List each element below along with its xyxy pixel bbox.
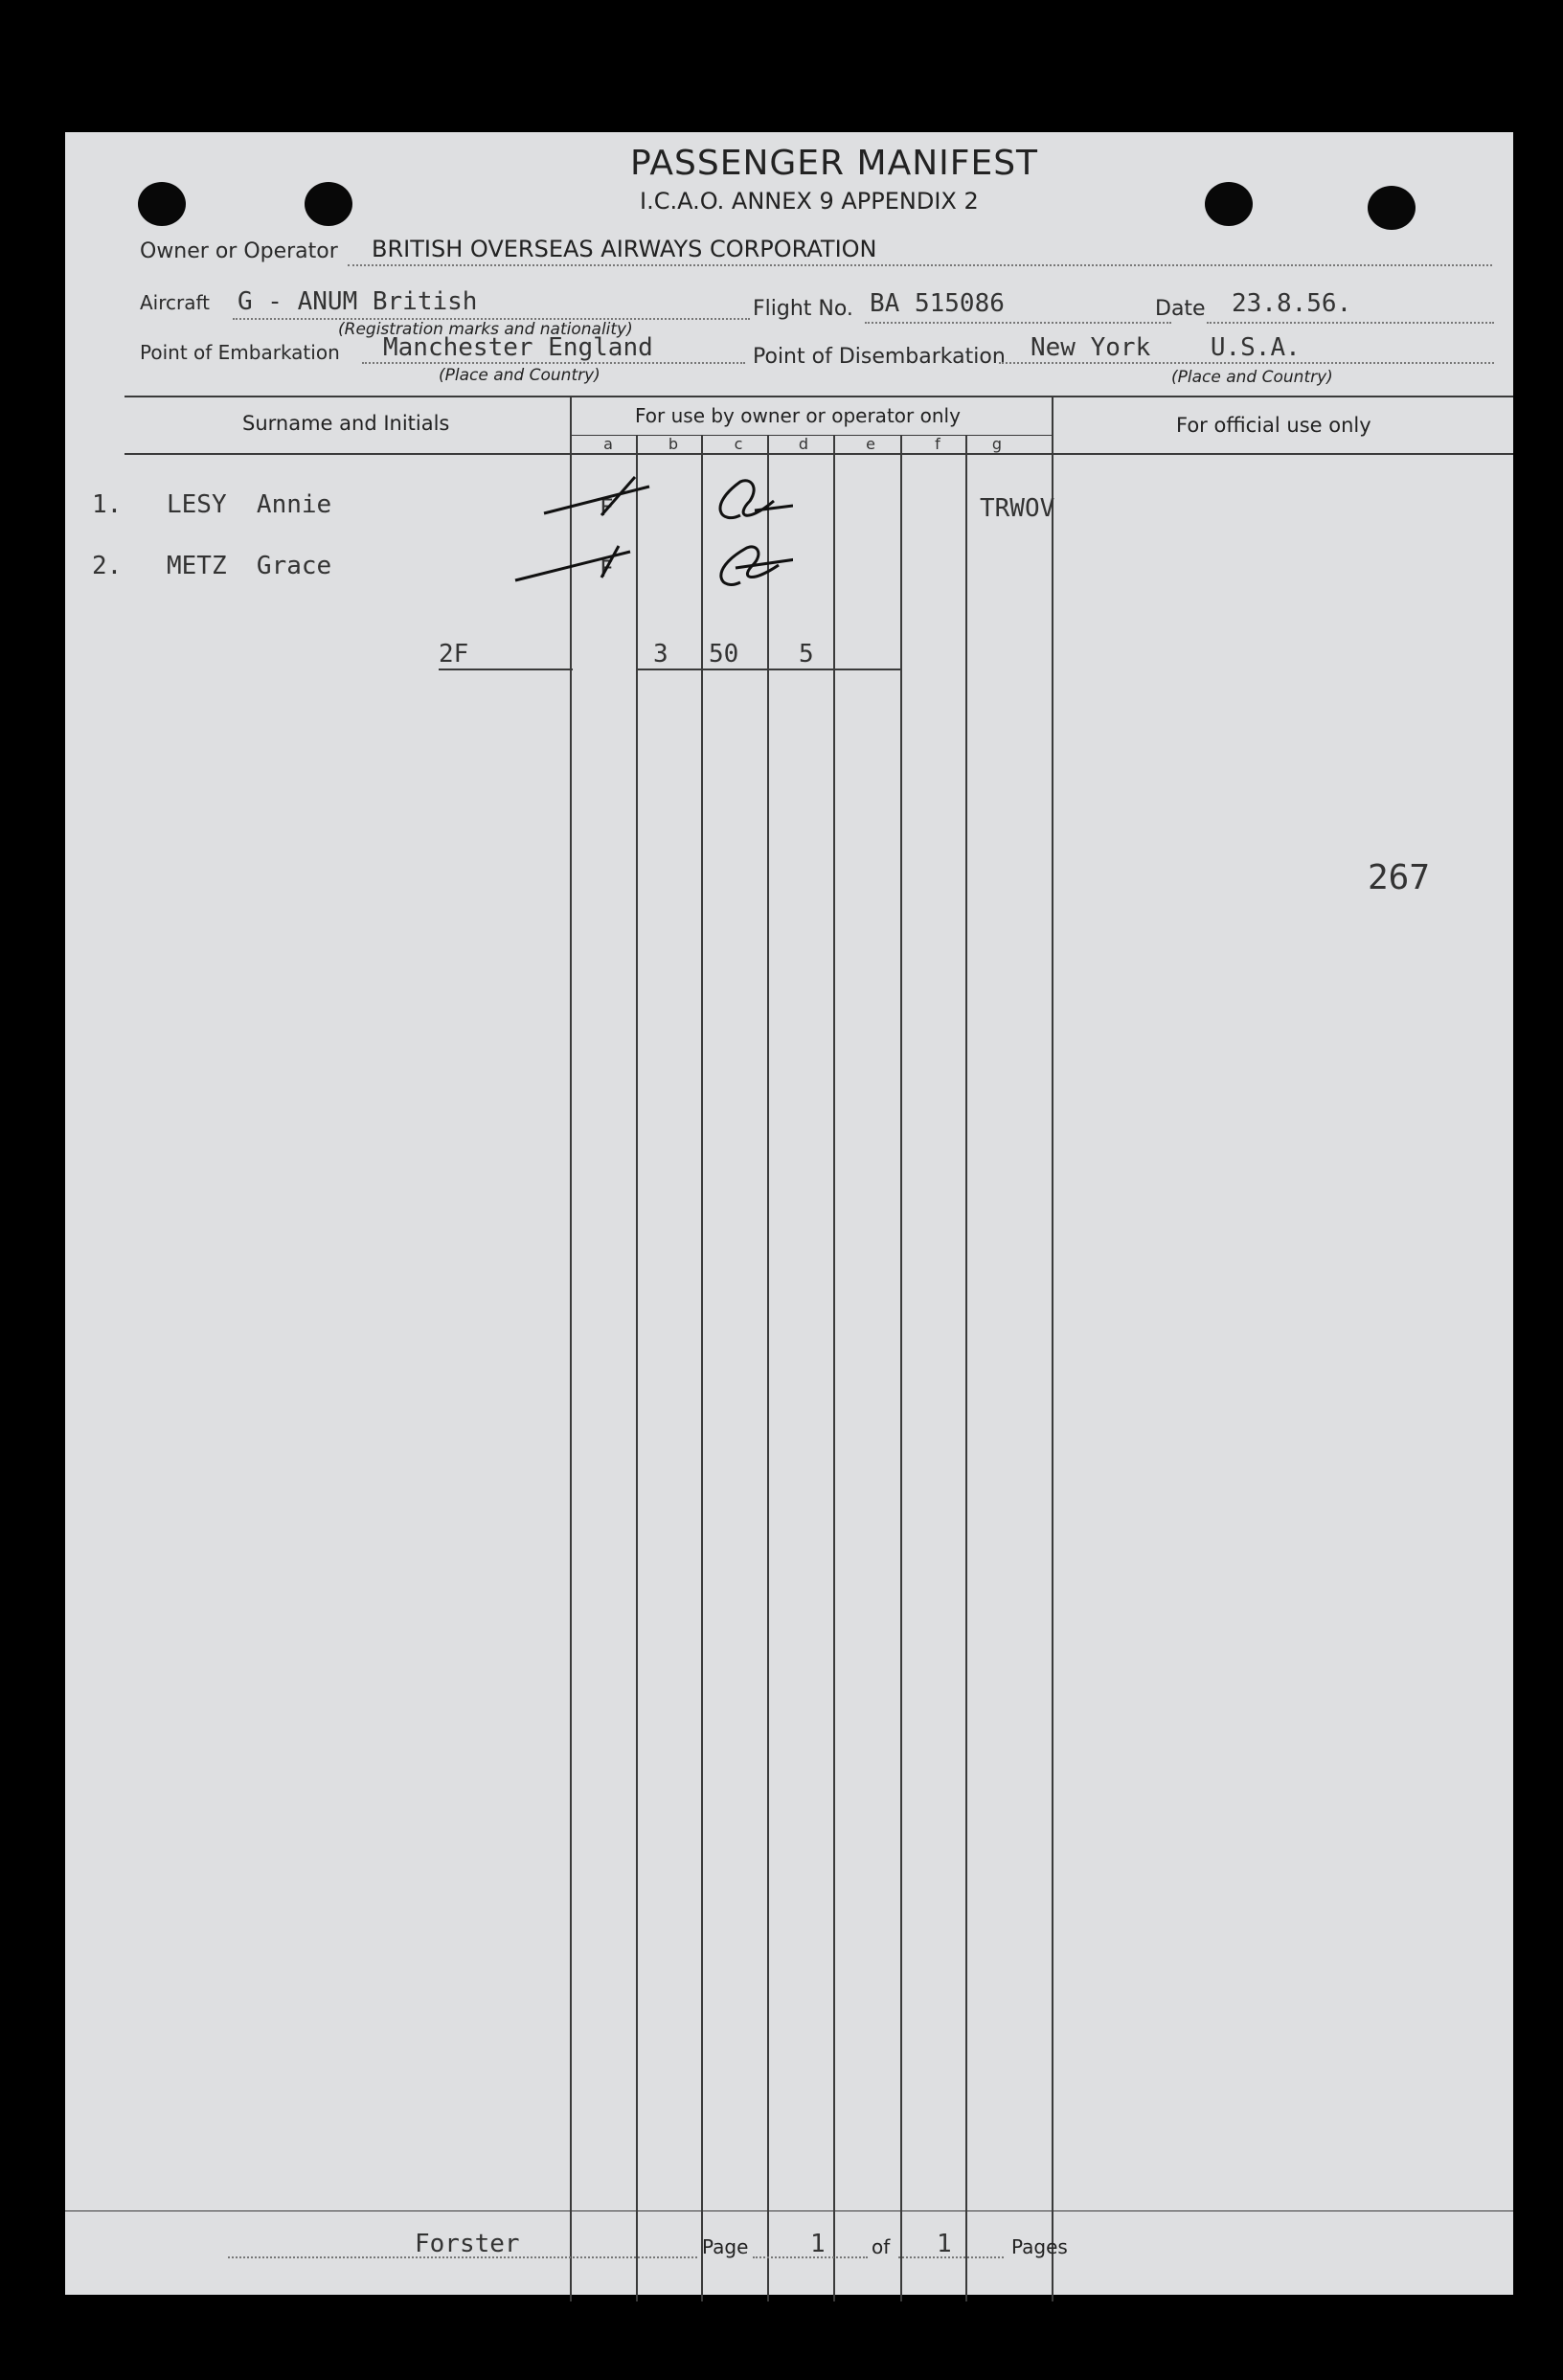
aircraft-label: Aircraft — [140, 291, 211, 314]
registration-note: (Registration marks and nationality) — [338, 320, 633, 339]
page-label: Page — [702, 2235, 749, 2258]
owner-value: BRITISH OVERSEAS AIRWAYS CORPORATION — [372, 236, 877, 262]
flight-label: Flight No. — [753, 297, 853, 321]
punch-hole — [1205, 182, 1253, 226]
punch-hole — [138, 182, 186, 226]
date-dotted-line — [1207, 322, 1494, 324]
of-label: of — [872, 2235, 891, 2258]
punch-hole — [305, 182, 352, 226]
footer-rule — [65, 2210, 1513, 2211]
sub-col-g: g — [991, 435, 1003, 453]
sub-col-f: f — [935, 435, 940, 453]
total-underline-left — [439, 669, 573, 670]
row-number: 1. — [92, 490, 123, 519]
flight-dotted-line — [865, 322, 1171, 324]
row-col-a: F — [600, 555, 614, 582]
col-rule-f — [965, 435, 967, 2301]
page-total: 1 — [937, 2230, 952, 2258]
sub-col-d: d — [798, 435, 809, 453]
sub-col-c: c — [734, 435, 743, 453]
signed-name: Forster — [415, 2230, 520, 2258]
col-header-operator: For use by owner or operator only — [635, 404, 961, 427]
table-top-rule — [125, 396, 1513, 397]
embarkation-label: Point of Embarkation — [140, 341, 340, 364]
col-header-surname: Surname and Initials — [242, 412, 450, 435]
col-rule-a — [636, 435, 638, 2301]
col-rule-name — [570, 396, 572, 2301]
col-rule-g — [1052, 396, 1053, 2301]
embarkation-place-note: (Place and Country) — [439, 366, 600, 385]
total-col-c: 50 — [709, 640, 739, 669]
col-header-official: For official use only — [1176, 414, 1371, 437]
col-rule-e — [900, 435, 902, 2301]
manifest-sheet — [65, 132, 1513, 2295]
page-subtitle: I.C.A.O. ANNEX 9 APPENDIX 2 — [640, 188, 979, 215]
page-number: 1 — [810, 2230, 826, 2258]
sub-col-a: a — [603, 435, 613, 453]
disembarkation-place-note: (Place and Country) — [1171, 368, 1333, 387]
total-underline-right — [636, 669, 900, 670]
col-rule-d — [833, 435, 835, 2301]
punch-hole — [1368, 186, 1416, 230]
flight-value: BA 515086 — [870, 289, 1005, 318]
disembarkation-label: Point of Disembarkation — [753, 345, 1006, 369]
passenger-name: METZ Grace — [167, 552, 332, 580]
embarkation-value: Manchester England — [383, 333, 653, 362]
row-col-a: F — [600, 494, 614, 521]
col-rule-b — [701, 435, 703, 2301]
aircraft-value: G - ANUM British — [238, 287, 478, 316]
pages-label: Pages — [1011, 2235, 1068, 2258]
signature-dotted-line — [228, 2256, 697, 2258]
sub-col-b: b — [668, 435, 679, 453]
row-official-code: TRWOV — [980, 494, 1055, 523]
row-number: 2. — [92, 552, 123, 580]
total-label: 2F — [439, 640, 469, 669]
sub-col-e: e — [866, 435, 875, 453]
total-col-d: 5 — [799, 640, 814, 669]
disembarkation-value: New York U.S.A. — [1031, 333, 1301, 362]
embarkation-dotted-line — [362, 362, 745, 364]
owner-label: Owner or Operator — [140, 239, 338, 263]
col-rule-c — [767, 435, 769, 2301]
page-title: PASSENGER MANIFEST — [630, 144, 1039, 183]
disembarkation-dotted-line — [999, 362, 1494, 364]
page-number-stamp: 267 — [1368, 858, 1431, 897]
total-col-b: 3 — [653, 640, 668, 669]
handwritten-tick-marks — [506, 458, 793, 630]
owner-dotted-line — [348, 264, 1492, 266]
date-label: Date — [1155, 297, 1206, 321]
date-value: 23.8.56. — [1232, 289, 1352, 318]
table-header-rule — [125, 453, 1513, 455]
passenger-name: LESY Annie — [167, 490, 332, 519]
